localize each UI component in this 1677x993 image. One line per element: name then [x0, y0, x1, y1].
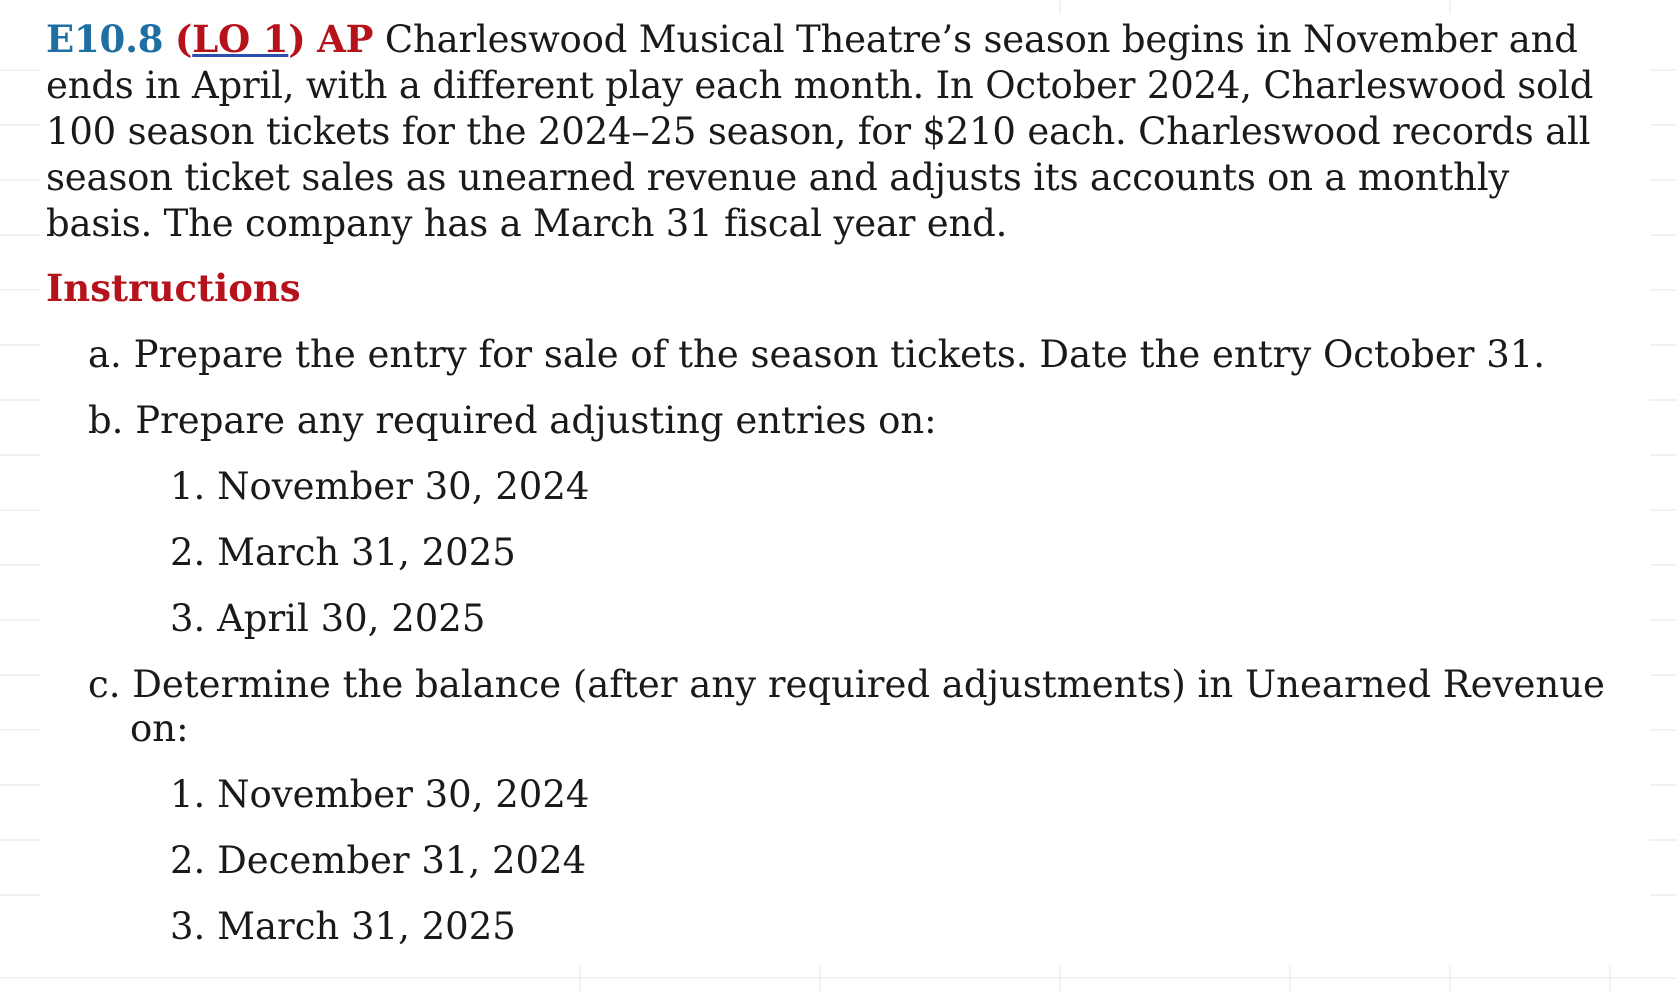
list-item-text: November 30, 2024: [217, 465, 590, 508]
instruction-b-item-2: [170, 531, 1606, 575]
learning-objective: (LO 1): [174, 17, 306, 61]
exercise-content: [46, 16, 1606, 949]
instruction-c-marker: c.: [88, 663, 121, 706]
list-marker: 2.: [170, 531, 206, 574]
instruction-c: [88, 663, 1606, 751]
list-marker: 3.: [170, 597, 206, 640]
instruction-c-item-2: [170, 839, 1606, 883]
list-item-text: March 31, 2025: [217, 905, 516, 948]
instruction-b-item-1: [170, 465, 1606, 509]
instruction-b: [88, 399, 1606, 443]
learning-objective-link[interactable]: LO 1: [192, 17, 289, 61]
list-marker: 3.: [170, 905, 206, 948]
exercise-code: E10.8: [46, 17, 164, 61]
instruction-a-text: Prepare the entry for sale of the season tickets. Date the entry October 31.: [133, 333, 1546, 376]
list-item-text: March 31, 2025: [217, 531, 516, 574]
instruction-c-item-1: [170, 773, 1606, 817]
difficulty-tag: AP: [317, 17, 374, 61]
list-item-text: April 30, 2025: [217, 597, 486, 640]
list-marker: 1.: [170, 465, 206, 508]
instruction-c-text: Determine the balance (after any required adjustments) in Unearned Revenue on:: [130, 663, 1605, 750]
problem-statement: [46, 16, 1606, 247]
instruction-a: [88, 333, 1606, 377]
list-item-text: November 30, 2024: [217, 773, 590, 816]
instruction-b-text: Prepare any required adjusting entries on:: [135, 399, 937, 442]
list-item-text: December 31, 2024: [217, 839, 587, 882]
instruction-b-item-3: [170, 597, 1606, 641]
instruction-a-marker: a.: [88, 333, 122, 376]
problem-text: Charleswood Musical Theatre’s season begins in November and ends in April, with a different play each month. In October 2024, Charleswood sold 100 season tickets for the 2024–25 season, for $210 each. Charleswood records all season ticket sales as unearned revenue and adjusts its accounts on a monthly basis. The company has a March 31 fiscal year end.: [46, 18, 1594, 245]
instruction-b-marker: b.: [88, 399, 124, 442]
instructions-heading: Instructions: [46, 266, 301, 310]
list-marker: 1.: [170, 773, 206, 816]
instruction-c-item-3: [170, 905, 1606, 949]
list-marker: 2.: [170, 839, 206, 882]
